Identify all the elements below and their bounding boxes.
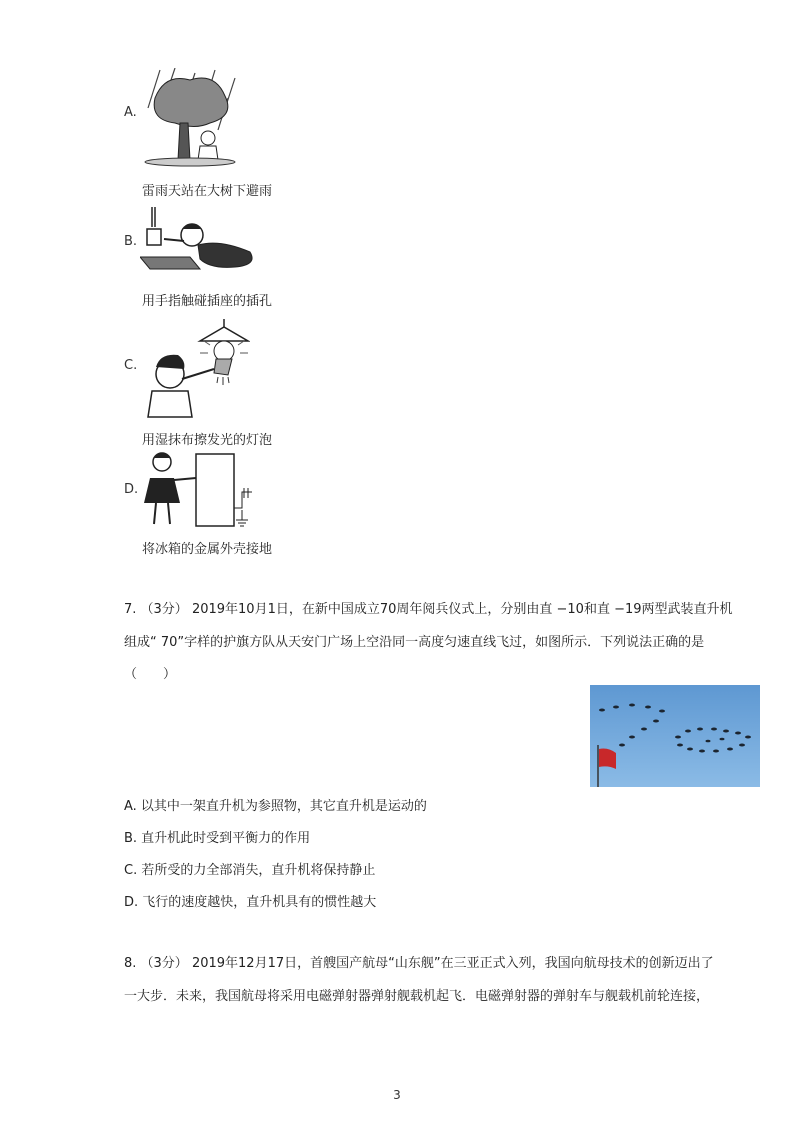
helicopter-formation-photo bbox=[590, 685, 760, 787]
q8-stem-line1: 8. （3分） 2019年12月17日，首艘国产航母“山东舰”在三亚正式入列，我国向航母技术的创新迈出了 bbox=[124, 956, 714, 971]
q7-stem-line3: （ ） bbox=[124, 667, 177, 682]
option-c-letter: C. bbox=[124, 358, 138, 373]
lamp-wipe-icon bbox=[138, 319, 250, 419]
option-d-letter: D. bbox=[124, 482, 139, 497]
option-b-caption: 用手指触碰插座的插孔 bbox=[142, 294, 273, 309]
option-a-caption: 雷雨天站在大树下避雨 bbox=[142, 184, 273, 199]
q7-option-d: D. 飞行的速度越快，直升机具有的惯性越大 bbox=[124, 895, 377, 910]
tree-rain-icon bbox=[140, 68, 245, 168]
socket-child-icon bbox=[140, 207, 265, 277]
q7-option-b: B. 直升机此时受到平衡力的作用 bbox=[124, 831, 311, 846]
option-d-caption: 将冰箱的金属外壳接地 bbox=[142, 542, 273, 557]
option-a-letter: A. bbox=[124, 105, 137, 120]
q7-option-c: C. 若所受的力全部消失，直升机将保持静止 bbox=[124, 863, 376, 878]
page-number: 3 bbox=[393, 1088, 401, 1102]
q7-stem-line1: 7. （3分） 2019年10月1日，在新中国成立70周年阅兵仪式上，分别由直 −10和直 −19两型武装直升机 bbox=[124, 602, 733, 617]
q7-stem-line2: 组成“ 70”字样的护旗方队从天安门广场上空沿同一高度匀速直线飞过，如图所示．下列说法正确的是 bbox=[124, 635, 705, 650]
option-b-letter: B. bbox=[124, 234, 138, 249]
fridge-ground-icon bbox=[140, 448, 265, 533]
q8-stem-line2: 一大步．未来，我国航母将采用电磁弹射器弹射舰载机起飞．电磁弹射器的弹射车与舰载机前轮连接， bbox=[124, 989, 710, 1004]
option-c-caption: 用湿抹布擦发光的灯泡 bbox=[142, 433, 273, 448]
q7-option-a: A. 以其中一架直升机为参照物，其它直升机是运动的 bbox=[124, 799, 427, 814]
